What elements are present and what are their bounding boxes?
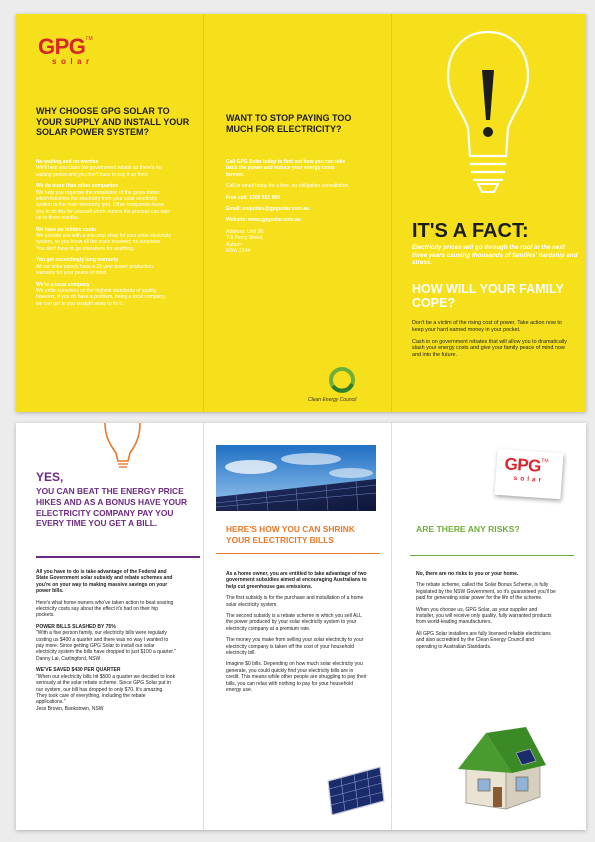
gpg-solar-card-logo: GPG™ solar: [494, 449, 563, 499]
shrink-bills-heading: HERE'S HOW YOU CAN SHRINK YOUR ELECTRICITY BILLS: [226, 524, 355, 545]
solar-panels-sky-photo: [216, 445, 376, 511]
brochure-inside-sheet: [16, 423, 586, 830]
family-cope-title: HOW WILL YOUR FAMILY COPE?: [412, 282, 564, 310]
orange-divider: [216, 553, 380, 554]
panel-its-a-fact: [392, 14, 586, 412]
why-choose-heading: WHY CHOOSE GPG SOLAR TO YOUR SUPPLY AND INSTALL YOUR SOLAR POWER SYSTEM?: [36, 106, 190, 137]
its-a-fact-title: IT'S A FACT:: [412, 220, 529, 242]
website-address: Website: www.gpgsolar.com.au: [226, 217, 301, 224]
panel-yes-beat-hikes: [16, 423, 203, 830]
yes-heading: YES,: [36, 470, 64, 484]
phone-number: Free call: 1300 551 960: [226, 194, 280, 201]
any-risks-heading: ARE THERE ANY RISKS?: [416, 524, 520, 534]
clean-energy-council-label: Clean Energy Council: [308, 397, 357, 403]
stop-paying-heading: WANT TO STOP PAYING TOO MUCH FOR ELECTRICITY?: [226, 113, 352, 134]
email-address: Email: enquiries@gpgsolar.com.au: [226, 206, 310, 213]
clean-energy-council-logo-icon: [328, 366, 356, 394]
shrink-bills-body: As a home owner, you are entitled to take advantage of two government subsidies aimed at encouraging Australians to help cut greenhouse gas emissions. The first subsidy is for the purchase and installation of a home solar electricity system. The second subsidy is a rebate scheme in which you sell ALL the power produced by your solar electricity system to your electricity company at a premium rate. The money you make from selling your solar electricity to your electricity company is taken off the cost of your household electricity bill. Imagine $0 bills. Depending on how much solar electricity you generate, you could quickly find your electricity bills are in credit. This means while other people are struggling to pay their bills, you can relax with nothing to pay for your household energy use.: [226, 571, 367, 694]
why-choose-body: No waiting and no worries We'll help you claim the government rebate so there's no waiting period and you don't have to pay it up front. We do more than other companies We help you organise the installation of the gross meter which transfers the electricity from your solar electricity system to the main electricity grid. Other companies leave you to do this for yourself which means the process can take up to three months. We have no hidden costs We provide you with a one-stop shop for your solar electricity system, so you know all the costs involved; no surprises. You don't have to go elsewhere for anything. You get exceedingly long warranty All our solar panels have a 25 year power production warranty for your peace of mind. We're a local company We pride ourselves on the highest standards of quality, however, if you do have a problem, being a local company, we can get to you straight away to fix it.: [36, 159, 171, 307]
beat-hikes-headline: YOU CAN BEAT THE ENERGY PRICE HIKES AND AS A BONUS HAVE YOUR ELECTRICITY COMPANY PAY YOU EVERY TIME YOU GET A BILL.: [36, 486, 188, 529]
green-roof-house-icon: [456, 723, 548, 811]
any-risks-body: No, there are no risks to you or your home. The rebate scheme, called the Solar Bonus Scheme, is fully legislated by the NSW Government, so it's guaranteed you'll be paid for generating solar power for the life of the scheme. When you choose us, GPG Solar, as your supplier and installer, you will receive only quality, fully warranted products from world-leading manufacturers. All GPG Solar installers are fully licensed reliable electricians and also accredited by the Clean Energy Council and operating to Australian Standards.: [416, 571, 556, 650]
family-cope-body: Don't be a victim of the rising cost of power. Take action now to keep your hard earned money in your pocket. Cash in on government rebates that will allow you to dramatically slash your energy costs and give your family peace of mind now and into the future.: [412, 320, 567, 359]
light-bulb-outline-icon: [102, 423, 142, 471]
green-divider: [410, 555, 574, 556]
purple-divider: [36, 556, 200, 558]
solar-panel-icon: [322, 761, 386, 815]
light-bulb-icon: [442, 28, 534, 198]
gpg-solar-logo: GPG™ solar: [38, 34, 94, 66]
brochure-outside-sheet: [16, 14, 586, 412]
panel-stop-paying: [204, 14, 391, 412]
panel-shrink-bills: [204, 423, 391, 830]
postal-address: Address: Unit 38, 7-9 Percy Street, Auburn NSW 2144: [226, 228, 265, 255]
panel-any-risks: [392, 423, 586, 830]
beat-hikes-body: All you have to do is take advantage of the Federal and State Government solar subsidy and rebate schemes and you're on your way to making massive savings on your power bills. Here's what home owners who've taken action to beat soaring electricity costs say about the effect it's had on their hip pockets. POWER BILLS SLASHED BY 75% "With a five person family, our electricity bills were regularly costing us $400 a quarter and there was no way I wanted to pay more. Since getting GPG Solar to install our solar electricity system the bills have dropped to just $100 a quarter." Danny Lai, Carlingford, NSW WE'VE SAVED $430 PER QUARTER "When our electricity bills hit $500 a quarter we decided to look seriously at the solar rebate scheme. Since GPG Solar put in our system, our bill has dropped to only $70. It's amazing. They took care of everything, including the rebate applications." Jess Brown, Bankstown, NSW: [36, 569, 176, 712]
fact-body: Electricity prices will go through the roof in the next three years causing thousands of families' hardship and stress.: [412, 244, 578, 267]
contact-body: Call GPG Solar today to find out how you can take back the power and reduce your energy costs forever. Call or email today for a free, no-obligation consultation. Free call: 1300 551 960 Email: enquiries@gpgsolar.com.au Website: www.gpgsolar.com.au Address: Unit 38, 7-9 Percy Street, Auburn NSW 2144: [226, 159, 354, 254]
panel-why-choose: [16, 14, 203, 412]
